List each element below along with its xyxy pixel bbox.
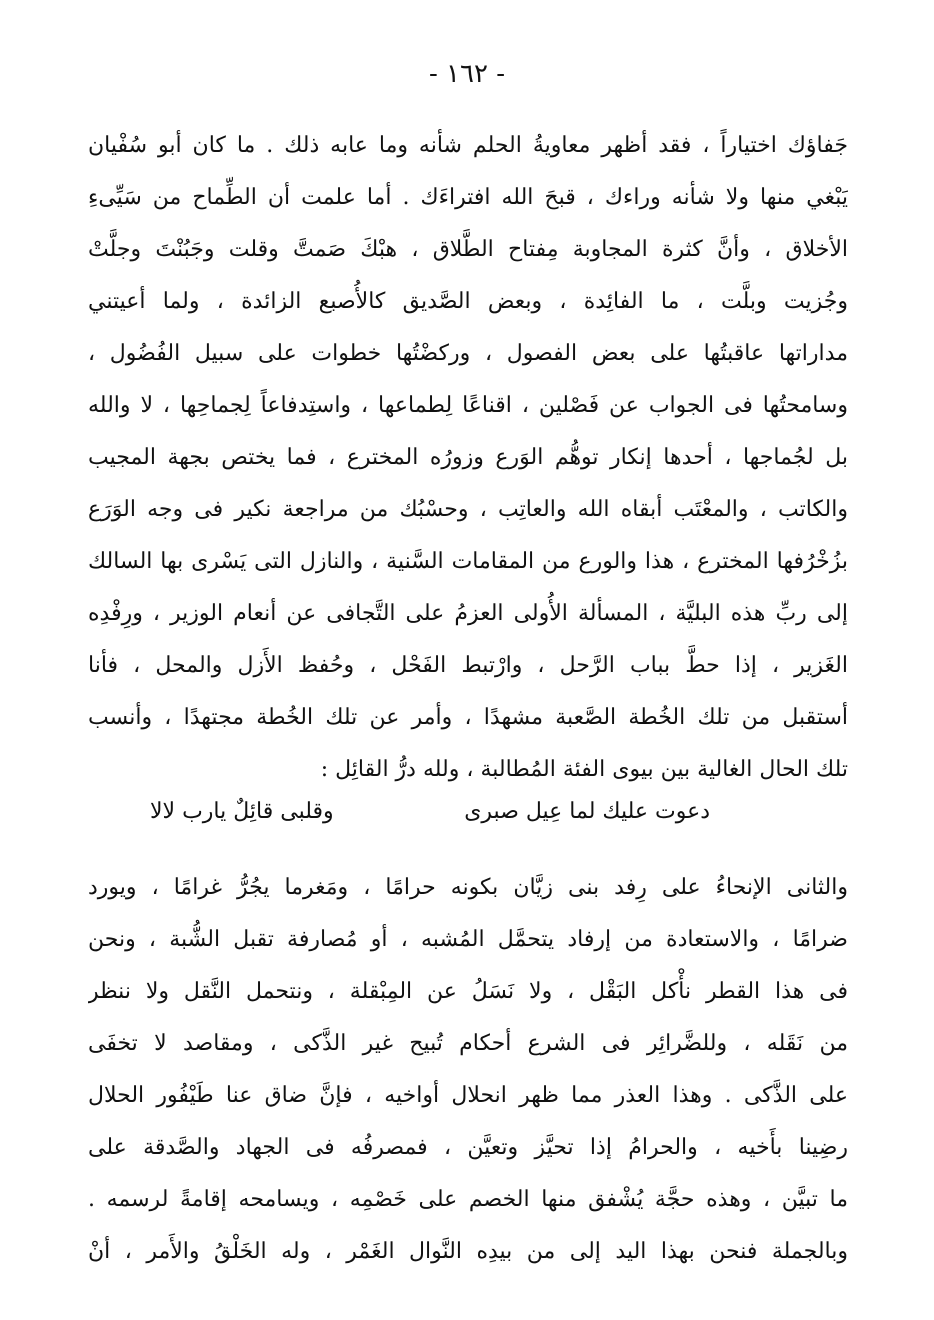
poetry-verse bbox=[150, 786, 710, 838]
text-line: يَبْغي منها ولا شأنه وراءك ، قبحَ الله افتراءَك . أما علمت أن الطِّماح من سَيِّىءِ bbox=[88, 185, 848, 210]
text-line: والكاتب ، والمعْتَب أبقاه الله والعاتِب ، وحسْبُك من مراجعة نكير فى وجه الوَرَع bbox=[88, 497, 848, 522]
text-line: وبالجملة فنحن بهذا اليد إلى من بيدِه النَّوال الغَمْر ، وله الخَلْقُ والأَمر ، أنْ bbox=[88, 1239, 848, 1264]
page-number: - ١٦٢ - bbox=[428, 59, 506, 89]
paragraph-1 bbox=[88, 120, 848, 796]
text-line: إلى ربِّ هذه البليَّة ، المسألة الأُولى العزمُ على التَّجافى عن أنعام الوزير ، ورِفْدِه bbox=[88, 601, 848, 626]
text-line: فى هذا القطر نأْكل البَقْل ، ولا نَسَلُ عن المِبْقلة ، ونتحمل النَّقل ولا ننظر bbox=[88, 979, 848, 1004]
text-line: والثانى الإنحاءُ على رِفد بنى زيَّان بكونه حرامًا ، ومَغرما يجُرُّ غرامًا ، ويورد bbox=[88, 875, 848, 900]
text-line: وسامحتُها فى الجواب عن فَصْلين ، اقناعًا لِطماعها ، واستِدفاعاً لِجماحِها ، لا والله bbox=[88, 393, 848, 418]
verse-second-hemistich: وقلبى قائِلٌ يارب لالا bbox=[150, 799, 334, 824]
text-line: الغَزير ، إذا حطَّ بباب الرَّحل ، وارْتبط الفَحْل ، وحُفظ الأَزل والمحل ، فأنا bbox=[88, 653, 848, 678]
paragraph-2 bbox=[88, 862, 848, 1278]
text-line: جَفاؤك اختياراً ، فقد أظهر معاويةُ الحلم شأنه وما عابه ذلك . ما كان أبو سُفْيان bbox=[88, 133, 848, 158]
text-line: ما تبيَّن ، وهذه حجَّة يُشْفق منها الخصم على خَصْمِه ، ويسامحه إقامةً لرسمه . bbox=[88, 1187, 848, 1212]
text-line: بل لجُماجها ، أحدها إنكار توهُّم الوَرع وزورُه المخترع ، فما يختص بجهة المجيب bbox=[88, 445, 848, 470]
text-line: أستقبل من تلك الخُطة الصَّعبة مشهدًا ، وأمر عن تلك الخُطة مجتهدًا ، وأنسب bbox=[88, 705, 848, 730]
text-line: مداراتها عاقبتُها على بعض الفصول ، وركضْتُها خطوات على سبيل الفُضُول ، bbox=[88, 341, 848, 366]
text-line: ضرامًا ، والاستعادة من إرفاد يتحمَّل المُشبه ، أو مُصارفة تقبل الشُّبة ، ونحن bbox=[88, 927, 848, 952]
text-line: على الذَّكى . وهذا العذر مما ظهر انحلال أواخيه ، فإنَّ ضاق عنا طَيْفُور الحلال bbox=[88, 1083, 848, 1108]
text-line: وجُزيت وبلَّت ، ما الفائِدة ، وبعض الصَّديق كالأُصبع الزائدة ، ولما أعيتني bbox=[88, 289, 848, 314]
text-line: الأخلاق ، وأنَّ كثرة المجاوبة مِفتاح الطَّلاق ، هبْكَ صَمتَّ وقلت وجَبُنْتَ وجلَّتْ bbox=[88, 237, 848, 262]
text-line: من نَقَله ، وللضَّرائِر فى الشرع أحكام تُبيح غير الذَّكى ، ومقاصد لا تخفَى bbox=[88, 1031, 848, 1056]
text-line: بزُخْرُفها المخترع ، هذا والورع من المقامات السَّنية ، والنازل التى يَسْرى بها السالك bbox=[88, 549, 848, 574]
verse-first-hemistich: دعوت عليك لما عِيل صبرى bbox=[464, 799, 710, 824]
text-line: رضِينا بأَخيه ، والحرامُ إذا تحيَّز وتعيَّن ، فمصرفُه فى الجهاد والصَّدقة على bbox=[88, 1135, 848, 1160]
text-line: تلك الحال الغالية بين بيوى الفئة المُطالبة ، ولله درُّ القائِل : bbox=[320, 757, 848, 782]
